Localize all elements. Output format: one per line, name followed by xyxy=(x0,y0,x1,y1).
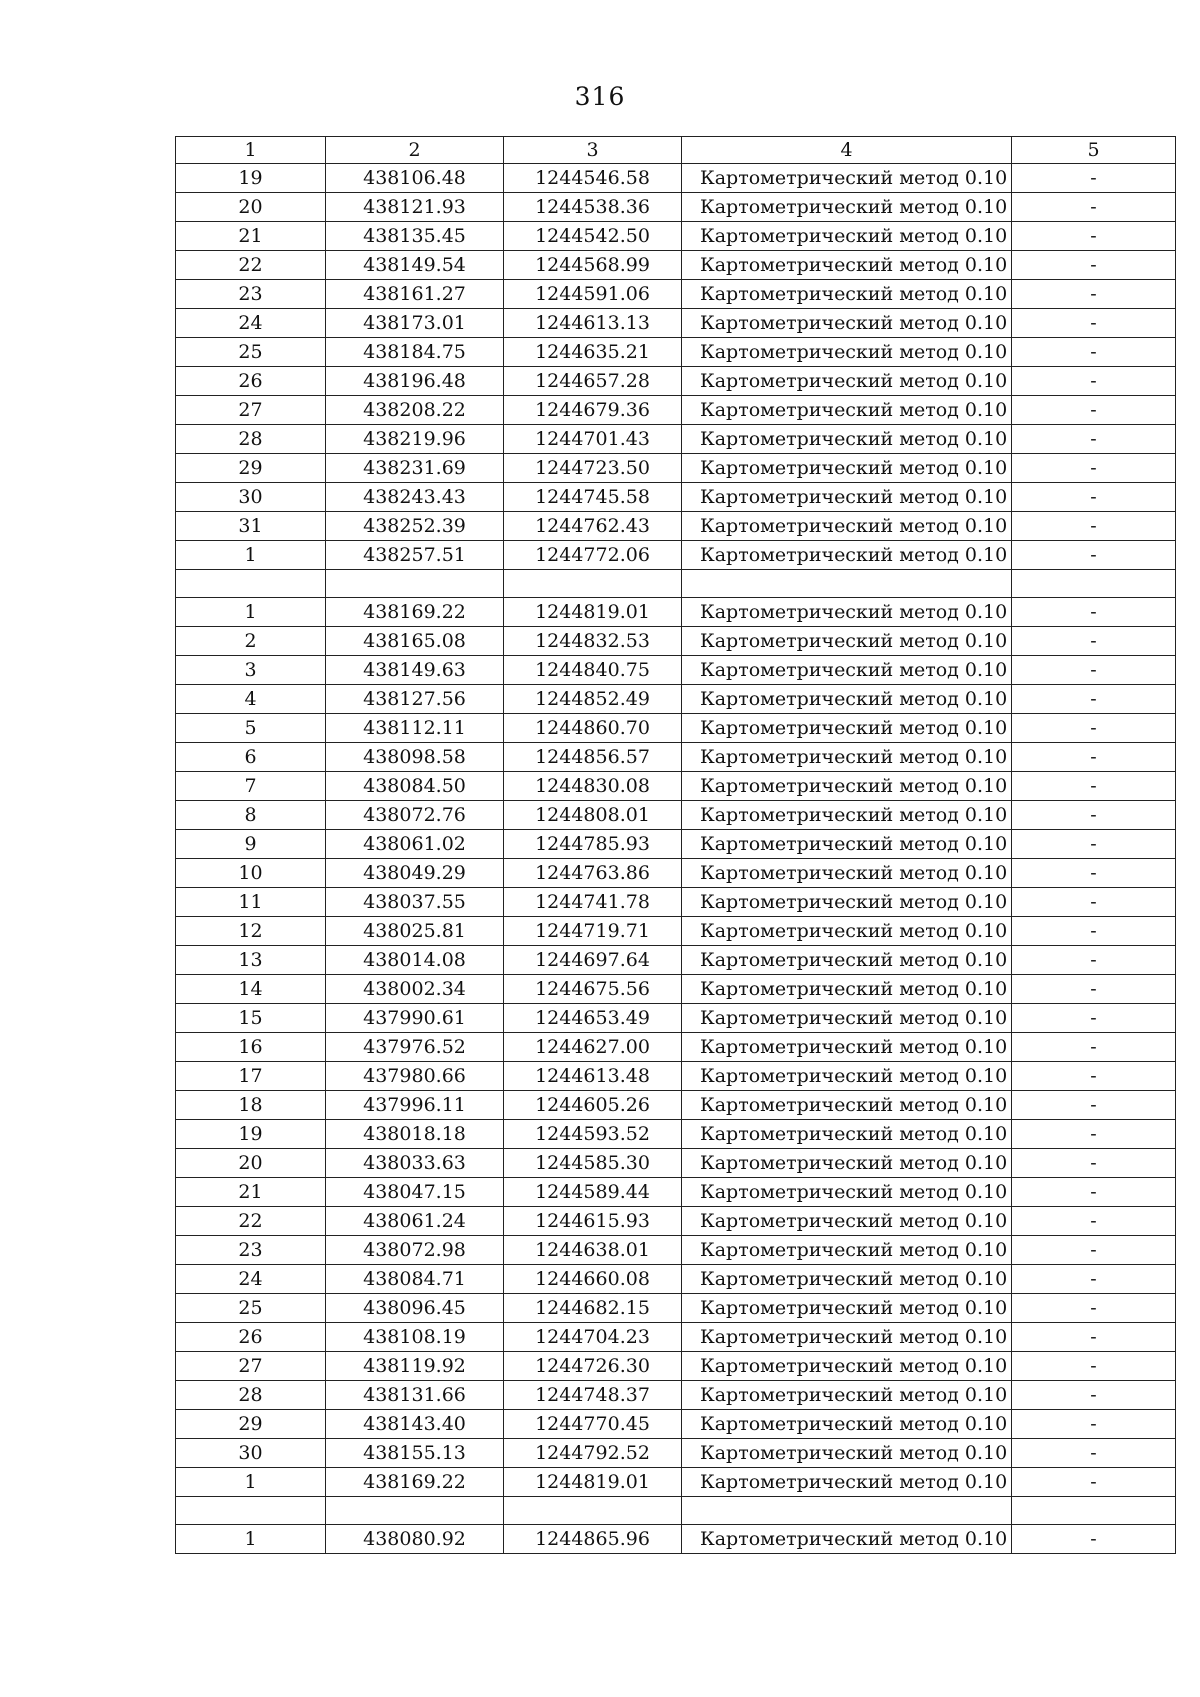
point-number-cell: 11 xyxy=(176,888,326,917)
x-coordinate-cell: 438149.63 xyxy=(326,656,504,685)
x-coordinate-cell: 438106.48 xyxy=(326,164,504,193)
y-coordinate-cell: 1244726.30 xyxy=(504,1352,682,1381)
coordinates-table xyxy=(175,136,1176,1554)
x-coordinate-cell: 438002.34 xyxy=(326,975,504,1004)
method-cell: Картометрический метод 0.10 xyxy=(682,483,1012,512)
table-row xyxy=(176,454,1176,483)
x-coordinate-cell: 438080.92 xyxy=(326,1525,504,1554)
point-number-cell: 18 xyxy=(176,1091,326,1120)
x-coordinate-cell: 437990.61 xyxy=(326,1004,504,1033)
x-coordinate-cell: 438098.58 xyxy=(326,743,504,772)
table-row xyxy=(176,1091,1176,1120)
x-coordinate-cell: 438072.98 xyxy=(326,1236,504,1265)
method-cell: Картометрический метод 0.10 xyxy=(682,830,1012,859)
method-cell: Картометрический метод 0.10 xyxy=(682,309,1012,338)
table-row xyxy=(176,859,1176,888)
y-coordinate-cell: 1244741.78 xyxy=(504,888,682,917)
table-body xyxy=(176,164,1176,1554)
y-coordinate-cell: 1244840.75 xyxy=(504,656,682,685)
method-cell: Картометрический метод 0.10 xyxy=(682,1468,1012,1497)
method-cell: Картометрический метод 0.10 xyxy=(682,1323,1012,1352)
note-cell: - xyxy=(1012,338,1176,367)
table-row xyxy=(176,975,1176,1004)
y-coordinate-cell: 1244613.48 xyxy=(504,1062,682,1091)
table-row xyxy=(176,1381,1176,1410)
x-coordinate-cell: 438049.29 xyxy=(326,859,504,888)
note-cell: - xyxy=(1012,772,1176,801)
x-coordinate-cell: 438161.27 xyxy=(326,280,504,309)
x-coordinate-cell: 438169.22 xyxy=(326,598,504,627)
point-number-cell: 10 xyxy=(176,859,326,888)
point-number-cell: 9 xyxy=(176,830,326,859)
y-coordinate-cell: 1244591.06 xyxy=(504,280,682,309)
x-coordinate-cell: 438033.63 xyxy=(326,1149,504,1178)
x-coordinate-cell: 438231.69 xyxy=(326,454,504,483)
table-row xyxy=(176,1352,1176,1381)
method-cell: Картометрический метод 0.10 xyxy=(682,251,1012,280)
method-cell: Картометрический метод 0.10 xyxy=(682,396,1012,425)
table-row xyxy=(176,1265,1176,1294)
table-row xyxy=(176,1149,1176,1178)
table-row xyxy=(176,685,1176,714)
x-coordinate-cell: 438096.45 xyxy=(326,1294,504,1323)
point-number-cell: 23 xyxy=(176,280,326,309)
point-number-cell: 24 xyxy=(176,1265,326,1294)
method-cell: Картометрический метод 0.10 xyxy=(682,541,1012,570)
x-coordinate-cell: 438072.76 xyxy=(326,801,504,830)
point-number-cell: 7 xyxy=(176,772,326,801)
method-cell: Картометрический метод 0.10 xyxy=(682,598,1012,627)
table-row xyxy=(176,541,1176,570)
note-cell: - xyxy=(1012,1352,1176,1381)
point-number-cell: 8 xyxy=(176,801,326,830)
method-cell: Картометрический метод 0.10 xyxy=(682,975,1012,1004)
method-cell: Картометрический метод 0.10 xyxy=(682,1525,1012,1554)
note-cell: - xyxy=(1012,1149,1176,1178)
table-row xyxy=(176,830,1176,859)
x-coordinate-cell: 438108.19 xyxy=(326,1323,504,1352)
empty-cell xyxy=(176,1497,326,1525)
point-number-cell: 1 xyxy=(176,598,326,627)
y-coordinate-cell: 1244860.70 xyxy=(504,714,682,743)
point-number-cell: 30 xyxy=(176,483,326,512)
header-cell-5: 5 xyxy=(1012,137,1176,164)
table-row xyxy=(176,367,1176,396)
point-number-cell: 24 xyxy=(176,309,326,338)
point-number-cell: 14 xyxy=(176,975,326,1004)
table-row xyxy=(176,309,1176,338)
point-number-cell: 21 xyxy=(176,222,326,251)
note-cell: - xyxy=(1012,425,1176,454)
table-row xyxy=(176,1033,1176,1062)
method-cell: Картометрический метод 0.10 xyxy=(682,1004,1012,1033)
table-row xyxy=(176,164,1176,193)
header-cell-3: 3 xyxy=(504,137,682,164)
y-coordinate-cell: 1244819.01 xyxy=(504,1468,682,1497)
table-row xyxy=(176,338,1176,367)
x-coordinate-cell: 438135.45 xyxy=(326,222,504,251)
table-row xyxy=(176,1323,1176,1352)
point-number-cell: 28 xyxy=(176,425,326,454)
method-cell: Картометрический метод 0.10 xyxy=(682,1062,1012,1091)
method-cell: Картометрический метод 0.10 xyxy=(682,1439,1012,1468)
x-coordinate-cell: 438025.81 xyxy=(326,917,504,946)
x-coordinate-cell: 438018.18 xyxy=(326,1120,504,1149)
empty-cell xyxy=(504,570,682,598)
y-coordinate-cell: 1244638.01 xyxy=(504,1236,682,1265)
y-coordinate-cell: 1244679.36 xyxy=(504,396,682,425)
table-row xyxy=(176,1439,1176,1468)
method-cell: Картометрический метод 0.10 xyxy=(682,338,1012,367)
point-number-cell: 22 xyxy=(176,251,326,280)
table-row xyxy=(176,1120,1176,1149)
note-cell: - xyxy=(1012,743,1176,772)
y-coordinate-cell: 1244660.08 xyxy=(504,1265,682,1294)
table-row xyxy=(176,801,1176,830)
note-cell: - xyxy=(1012,1323,1176,1352)
method-cell: Картометрический метод 0.10 xyxy=(682,627,1012,656)
point-number-cell: 2 xyxy=(176,627,326,656)
x-coordinate-cell: 437996.11 xyxy=(326,1091,504,1120)
note-cell: - xyxy=(1012,454,1176,483)
note-cell: - xyxy=(1012,1410,1176,1439)
x-coordinate-cell: 438155.13 xyxy=(326,1439,504,1468)
table-row xyxy=(176,917,1176,946)
y-coordinate-cell: 1244585.30 xyxy=(504,1149,682,1178)
note-cell: - xyxy=(1012,280,1176,309)
note-cell: - xyxy=(1012,888,1176,917)
note-cell: - xyxy=(1012,656,1176,685)
y-coordinate-cell: 1244657.28 xyxy=(504,367,682,396)
method-cell: Картометрический метод 0.10 xyxy=(682,367,1012,396)
note-cell: - xyxy=(1012,975,1176,1004)
empty-cell xyxy=(326,1497,504,1525)
note-cell: - xyxy=(1012,830,1176,859)
y-coordinate-cell: 1244772.06 xyxy=(504,541,682,570)
y-coordinate-cell: 1244748.37 xyxy=(504,1381,682,1410)
table-row xyxy=(176,772,1176,801)
table-row xyxy=(176,1468,1176,1497)
point-number-cell: 31 xyxy=(176,512,326,541)
point-number-cell: 13 xyxy=(176,946,326,975)
method-cell: Картометрический метод 0.10 xyxy=(682,656,1012,685)
x-coordinate-cell: 438131.66 xyxy=(326,1381,504,1410)
empty-cell xyxy=(1012,570,1176,598)
note-cell: - xyxy=(1012,1381,1176,1410)
note-cell: - xyxy=(1012,193,1176,222)
page-number: 316 xyxy=(574,82,626,111)
x-coordinate-cell: 438252.39 xyxy=(326,512,504,541)
empty-cell xyxy=(326,570,504,598)
x-coordinate-cell: 438121.93 xyxy=(326,193,504,222)
note-cell: - xyxy=(1012,1294,1176,1323)
note-cell: - xyxy=(1012,801,1176,830)
note-cell: - xyxy=(1012,1062,1176,1091)
note-cell: - xyxy=(1012,859,1176,888)
method-cell: Картометрический метод 0.10 xyxy=(682,1149,1012,1178)
point-number-cell: 27 xyxy=(176,1352,326,1381)
method-cell: Картометрический метод 0.10 xyxy=(682,425,1012,454)
method-cell: Картометрический метод 0.10 xyxy=(682,1381,1012,1410)
table-row-separator xyxy=(176,1497,1176,1525)
y-coordinate-cell: 1244613.13 xyxy=(504,309,682,338)
note-cell: - xyxy=(1012,627,1176,656)
y-coordinate-cell: 1244615.93 xyxy=(504,1207,682,1236)
empty-cell xyxy=(504,1497,682,1525)
note-cell: - xyxy=(1012,1236,1176,1265)
y-coordinate-cell: 1244627.00 xyxy=(504,1033,682,1062)
point-number-cell: 20 xyxy=(176,193,326,222)
method-cell: Картометрический метод 0.10 xyxy=(682,1265,1012,1294)
note-cell: - xyxy=(1012,251,1176,280)
note-cell: - xyxy=(1012,685,1176,714)
table-row xyxy=(176,743,1176,772)
note-cell: - xyxy=(1012,512,1176,541)
y-coordinate-cell: 1244538.36 xyxy=(504,193,682,222)
point-number-cell: 28 xyxy=(176,1381,326,1410)
x-coordinate-cell: 438061.02 xyxy=(326,830,504,859)
point-number-cell: 22 xyxy=(176,1207,326,1236)
table-row xyxy=(176,1294,1176,1323)
note-cell: - xyxy=(1012,1207,1176,1236)
point-number-cell: 25 xyxy=(176,338,326,367)
note-cell: - xyxy=(1012,164,1176,193)
x-coordinate-cell: 438165.08 xyxy=(326,627,504,656)
point-number-cell: 17 xyxy=(176,1062,326,1091)
y-coordinate-cell: 1244830.08 xyxy=(504,772,682,801)
y-coordinate-cell: 1244568.99 xyxy=(504,251,682,280)
x-coordinate-cell: 438208.22 xyxy=(326,396,504,425)
x-coordinate-cell: 438084.71 xyxy=(326,1265,504,1294)
x-coordinate-cell: 438047.15 xyxy=(326,1178,504,1207)
note-cell: - xyxy=(1012,1033,1176,1062)
table-row xyxy=(176,1236,1176,1265)
x-coordinate-cell: 438149.54 xyxy=(326,251,504,280)
x-coordinate-cell: 438014.08 xyxy=(326,946,504,975)
y-coordinate-cell: 1244792.52 xyxy=(504,1439,682,1468)
point-number-cell: 29 xyxy=(176,1410,326,1439)
table-row xyxy=(176,483,1176,512)
table-row xyxy=(176,1062,1176,1091)
table-row xyxy=(176,627,1176,656)
table-row xyxy=(176,251,1176,280)
note-cell: - xyxy=(1012,1120,1176,1149)
table-row xyxy=(176,1004,1176,1033)
note-cell: - xyxy=(1012,483,1176,512)
note-cell: - xyxy=(1012,367,1176,396)
note-cell: - xyxy=(1012,1525,1176,1554)
y-coordinate-cell: 1244701.43 xyxy=(504,425,682,454)
table-header xyxy=(176,137,1176,164)
y-coordinate-cell: 1244675.56 xyxy=(504,975,682,1004)
method-cell: Картометрический метод 0.10 xyxy=(682,1178,1012,1207)
point-number-cell: 20 xyxy=(176,1149,326,1178)
x-coordinate-cell: 438127.56 xyxy=(326,685,504,714)
method-cell: Картометрический метод 0.10 xyxy=(682,888,1012,917)
point-number-cell: 1 xyxy=(176,1468,326,1497)
note-cell: - xyxy=(1012,222,1176,251)
header-row xyxy=(176,137,1176,164)
method-cell: Картометрический метод 0.10 xyxy=(682,743,1012,772)
method-cell: Картометрический метод 0.10 xyxy=(682,454,1012,483)
point-number-cell: 26 xyxy=(176,367,326,396)
y-coordinate-cell: 1244763.86 xyxy=(504,859,682,888)
point-number-cell: 29 xyxy=(176,454,326,483)
point-number-cell: 26 xyxy=(176,1323,326,1352)
y-coordinate-cell: 1244770.45 xyxy=(504,1410,682,1439)
header-cell-4: 4 xyxy=(682,137,1012,164)
empty-cell xyxy=(682,1497,1012,1525)
point-number-cell: 6 xyxy=(176,743,326,772)
x-coordinate-cell: 438184.75 xyxy=(326,338,504,367)
note-cell: - xyxy=(1012,309,1176,338)
method-cell: Картометрический метод 0.10 xyxy=(682,1294,1012,1323)
y-coordinate-cell: 1244682.15 xyxy=(504,1294,682,1323)
y-coordinate-cell: 1244856.57 xyxy=(504,743,682,772)
method-cell: Картометрический метод 0.10 xyxy=(682,222,1012,251)
x-coordinate-cell: 438257.51 xyxy=(326,541,504,570)
y-coordinate-cell: 1244808.01 xyxy=(504,801,682,830)
empty-cell xyxy=(682,570,1012,598)
y-coordinate-cell: 1244542.50 xyxy=(504,222,682,251)
point-number-cell: 19 xyxy=(176,1120,326,1149)
point-number-cell: 4 xyxy=(176,685,326,714)
x-coordinate-cell: 438219.96 xyxy=(326,425,504,454)
method-cell: Картометрический метод 0.10 xyxy=(682,946,1012,975)
method-cell: Картометрический метод 0.10 xyxy=(682,1207,1012,1236)
method-cell: Картометрический метод 0.10 xyxy=(682,193,1012,222)
x-coordinate-cell: 438084.50 xyxy=(326,772,504,801)
point-number-cell: 5 xyxy=(176,714,326,743)
note-cell: - xyxy=(1012,1468,1176,1497)
point-number-cell: 12 xyxy=(176,917,326,946)
y-coordinate-cell: 1244723.50 xyxy=(504,454,682,483)
header-cell-1: 1 xyxy=(176,137,326,164)
method-cell: Картометрический метод 0.10 xyxy=(682,1091,1012,1120)
table-row xyxy=(176,396,1176,425)
method-cell: Картометрический метод 0.10 xyxy=(682,1236,1012,1265)
note-cell: - xyxy=(1012,1178,1176,1207)
y-coordinate-cell: 1244635.21 xyxy=(504,338,682,367)
x-coordinate-cell: 438061.24 xyxy=(326,1207,504,1236)
note-cell: - xyxy=(1012,1439,1176,1468)
method-cell: Картометрический метод 0.10 xyxy=(682,859,1012,888)
y-coordinate-cell: 1244697.64 xyxy=(504,946,682,975)
point-number-cell: 27 xyxy=(176,396,326,425)
x-coordinate-cell: 438143.40 xyxy=(326,1410,504,1439)
x-coordinate-cell: 438037.55 xyxy=(326,888,504,917)
method-cell: Картометрический метод 0.10 xyxy=(682,164,1012,193)
method-cell: Картометрический метод 0.10 xyxy=(682,917,1012,946)
y-coordinate-cell: 1244852.49 xyxy=(504,685,682,714)
point-number-cell: 21 xyxy=(176,1178,326,1207)
y-coordinate-cell: 1244719.71 xyxy=(504,917,682,946)
y-coordinate-cell: 1244546.58 xyxy=(504,164,682,193)
x-coordinate-cell: 438196.48 xyxy=(326,367,504,396)
table-row xyxy=(176,1525,1176,1554)
method-cell: Картометрический метод 0.10 xyxy=(682,714,1012,743)
point-number-cell: 1 xyxy=(176,541,326,570)
table-row xyxy=(176,714,1176,743)
y-coordinate-cell: 1244785.93 xyxy=(504,830,682,859)
note-cell: - xyxy=(1012,598,1176,627)
table-row xyxy=(176,193,1176,222)
y-coordinate-cell: 1244865.96 xyxy=(504,1525,682,1554)
point-number-cell: 19 xyxy=(176,164,326,193)
table-row xyxy=(176,425,1176,454)
note-cell: - xyxy=(1012,541,1176,570)
table-row xyxy=(176,1178,1176,1207)
x-coordinate-cell: 437980.66 xyxy=(326,1062,504,1091)
note-cell: - xyxy=(1012,1004,1176,1033)
method-cell: Картометрический метод 0.10 xyxy=(682,1352,1012,1381)
point-number-cell: 1 xyxy=(176,1525,326,1554)
table-row xyxy=(176,946,1176,975)
table-row xyxy=(176,598,1176,627)
y-coordinate-cell: 1244762.43 xyxy=(504,512,682,541)
point-number-cell: 23 xyxy=(176,1236,326,1265)
method-cell: Картометрический метод 0.10 xyxy=(682,772,1012,801)
table-row xyxy=(176,1410,1176,1439)
method-cell: Картометрический метод 0.10 xyxy=(682,1120,1012,1149)
y-coordinate-cell: 1244745.58 xyxy=(504,483,682,512)
x-coordinate-cell: 438173.01 xyxy=(326,309,504,338)
point-number-cell: 16 xyxy=(176,1033,326,1062)
x-coordinate-cell: 438112.11 xyxy=(326,714,504,743)
note-cell: - xyxy=(1012,396,1176,425)
table-row-separator xyxy=(176,570,1176,598)
table-row xyxy=(176,280,1176,309)
empty-cell xyxy=(176,570,326,598)
method-cell: Картометрический метод 0.10 xyxy=(682,1033,1012,1062)
x-coordinate-cell: 438119.92 xyxy=(326,1352,504,1381)
note-cell: - xyxy=(1012,917,1176,946)
method-cell: Картометрический метод 0.10 xyxy=(682,512,1012,541)
method-cell: Картометрический метод 0.10 xyxy=(682,1410,1012,1439)
note-cell: - xyxy=(1012,1091,1176,1120)
table-row xyxy=(176,656,1176,685)
point-number-cell: 15 xyxy=(176,1004,326,1033)
method-cell: Картометрический метод 0.10 xyxy=(682,280,1012,309)
y-coordinate-cell: 1244653.49 xyxy=(504,1004,682,1033)
point-number-cell: 25 xyxy=(176,1294,326,1323)
x-coordinate-cell: 438243.43 xyxy=(326,483,504,512)
y-coordinate-cell: 1244593.52 xyxy=(504,1120,682,1149)
note-cell: - xyxy=(1012,714,1176,743)
method-cell: Картометрический метод 0.10 xyxy=(682,801,1012,830)
point-number-cell: 30 xyxy=(176,1439,326,1468)
x-coordinate-cell: 438169.22 xyxy=(326,1468,504,1497)
header-cell-2: 2 xyxy=(326,137,504,164)
y-coordinate-cell: 1244589.44 xyxy=(504,1178,682,1207)
empty-cell xyxy=(1012,1497,1176,1525)
point-number-cell: 3 xyxy=(176,656,326,685)
x-coordinate-cell: 437976.52 xyxy=(326,1033,504,1062)
table-row xyxy=(176,512,1176,541)
table-row xyxy=(176,1207,1176,1236)
note-cell: - xyxy=(1012,946,1176,975)
y-coordinate-cell: 1244605.26 xyxy=(504,1091,682,1120)
note-cell: - xyxy=(1012,1265,1176,1294)
y-coordinate-cell: 1244819.01 xyxy=(504,598,682,627)
table-row xyxy=(176,222,1176,251)
y-coordinate-cell: 1244832.53 xyxy=(504,627,682,656)
method-cell: Картометрический метод 0.10 xyxy=(682,685,1012,714)
y-coordinate-cell: 1244704.23 xyxy=(504,1323,682,1352)
table-row xyxy=(176,888,1176,917)
